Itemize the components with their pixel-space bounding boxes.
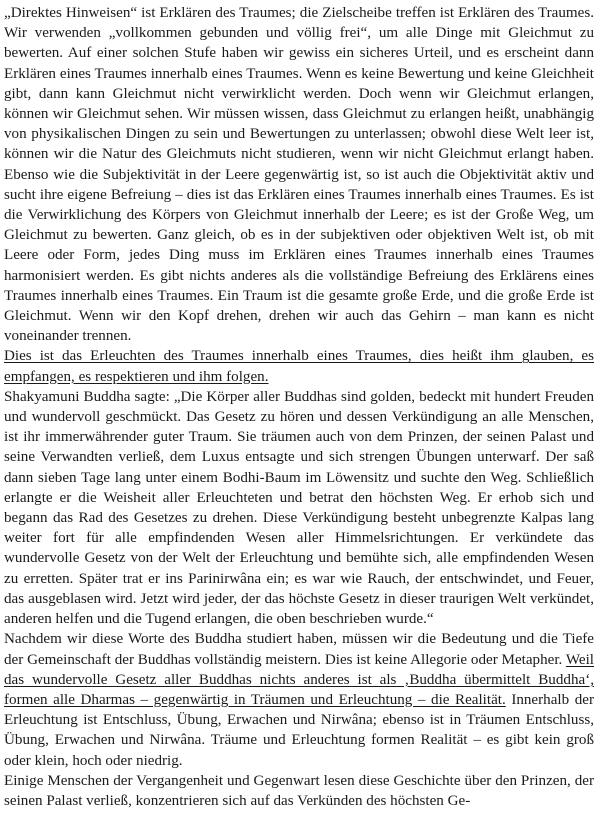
reflection-text: Nachdem wir diese Worte des Buddha studiert haben, müssen wir die Bedeutung und die Tiefe der Gemeinschaft der Buddhas vollständig meistern. Dies ist keine Allegorie oder Metapher. bbox=[4, 631, 594, 668]
underlined-statement: Dies ist das Erleuchten des Traumes innerhalb eines Traumes, dies heißt ihm glauben, es empfangen, es respektieren und ihm folgen. bbox=[4, 348, 594, 385]
paragraph-dream-explanation: „Direktes Hinweisen“ ist Erklären des Traumes; die Zielscheibe treffen ist Erklären des Traumes. Wir verwenden „vollkommen gebunden und völlig frei“, um alle Dinge mit Gleichmut zu bewerten. Auf einer solchen Stufe haben wir gewiss ein sicheres Urteil, und es erscheint dann Erklären eines Traumes innerhalb eines Traumes. Wenn es keine Bewertung und keine Gleichheit gibt, dann kann Gleichmut nicht verwirklicht werden. Doch wenn wir Gleichmut erlangen, können wir Gleichmut sehen. Wir müssen wissen, dass Gleichmut zu erlangen heißt, unabhängig von physikalischen Dingen zu sein und Bewertungen zu unterlassen; obwohl diese Welt leer ist, können wir die Natur des Gleichmuts nicht studieren, wenn wir nicht Gleichmut erlangt haben. Ebenso wie die Subjektivität in der Leere gegenwärtig ist, so ist auch die Objektivität aktiv und sucht ihre eigene Befreiung – dies ist das Erklären eines Traumes innerhalb eines Traumes. Es ist die Verwirklichung des Körpers von Gleichmut innerhalb der Leere; es ist der Große Weg, um Gleichmut zu bewerten. Ganz gleich, ob es in der subjektiven oder objektiven Welt ist, ob mit Leere oder Form, jedes Ding muss im Erklären eines Traumes innerhalb eines Traumes harmonisiert werden. Es gibt nichts anderes als die vollständige Befreiung des Erklärens eines Traumes innerhalb eines Traumes. Ein Traum ist die gesamte große Erde, und die große Erde ist Gleichmut. Wenn wir den Kopf drehen, drehen wir auch das Gehirn – man kann es nicht voneinander trennen. bbox=[4, 5, 594, 345]
paragraph-enlightening-dream bbox=[0, 346, 600, 386]
underlined-buddha-statement: Weil das wundervolle Gesetz aller Buddhas nichts anderes ist als ‚Buddha übermittelt Buddha‘, formen alle Dharmas – gegenwärtig in Träumen und Erleuchtung – die Realität. bbox=[4, 651, 594, 708]
paragraph-shakyamuni-quote: Shakyamuni Buddha sagte: „Die Körper aller Buddhas sind golden, bedeckt mit hundert Freuden und wundervoll geschmückt. Das Gesetz zu hören und dessen Verkündigung an alle Menschen, ist ihr immerwährender guter Traum. Sie träumen auch von dem Prinzen, der seinen Palast und seine Verwandten verließ, dem Luxus entsagte und sich strengen Übungen unterwarf. Der saß dann sieben Tage lang unter einem Bodhi-Baum im Löwensitz und suchte den Weg. Schließlich erlangte er die Weisheit aller Erleuchteten und betrat den höchsten Weg. Er erhob sich und begann das Rad des Gesetzes zu drehen. Diese Verkündigung besteht unbegrenzte Kalpas lang weiter fort für alle empfindenden Wesen aller Himmelsrichtungen. Er verkündete das wundervolle Gesetz von der Welt der Erleuchtung und bemühte sich, alle empfindenden Wesen zu erretten. Später trat er ins Parinirwâna ein; es war wie Rauch, der entschwindet, und Feuer, das ausgeblasen wird. Jetzt wird jeder, der das höchste Gesetz in dieser traurigen Welt verkündet, anderen helfen und die Tugend erlangen, die oben beschrieben wurde.“ bbox=[4, 388, 594, 628]
paragraph-prince-story: Einige Menschen der Vergangenheit und Gegenwart lesen diese Geschichte über den Prinzen, der seinen Palast verließ, konzentrieren sich auf das Verkünden des höchsten Ge- bbox=[4, 772, 594, 809]
paragraph-reflection bbox=[0, 629, 600, 770]
enlightenment-text: Innerhalb der Erleuchtung ist Entschluss, Übung, Erwachen und Nirwâna; ebenso ist in Träumen Entschluss, Übung, Erwachen und Nirwâna. Träume und Erleuchtung formen Realität – es gibt kein groß oder klein, hoch oder niedrig. bbox=[4, 691, 594, 769]
